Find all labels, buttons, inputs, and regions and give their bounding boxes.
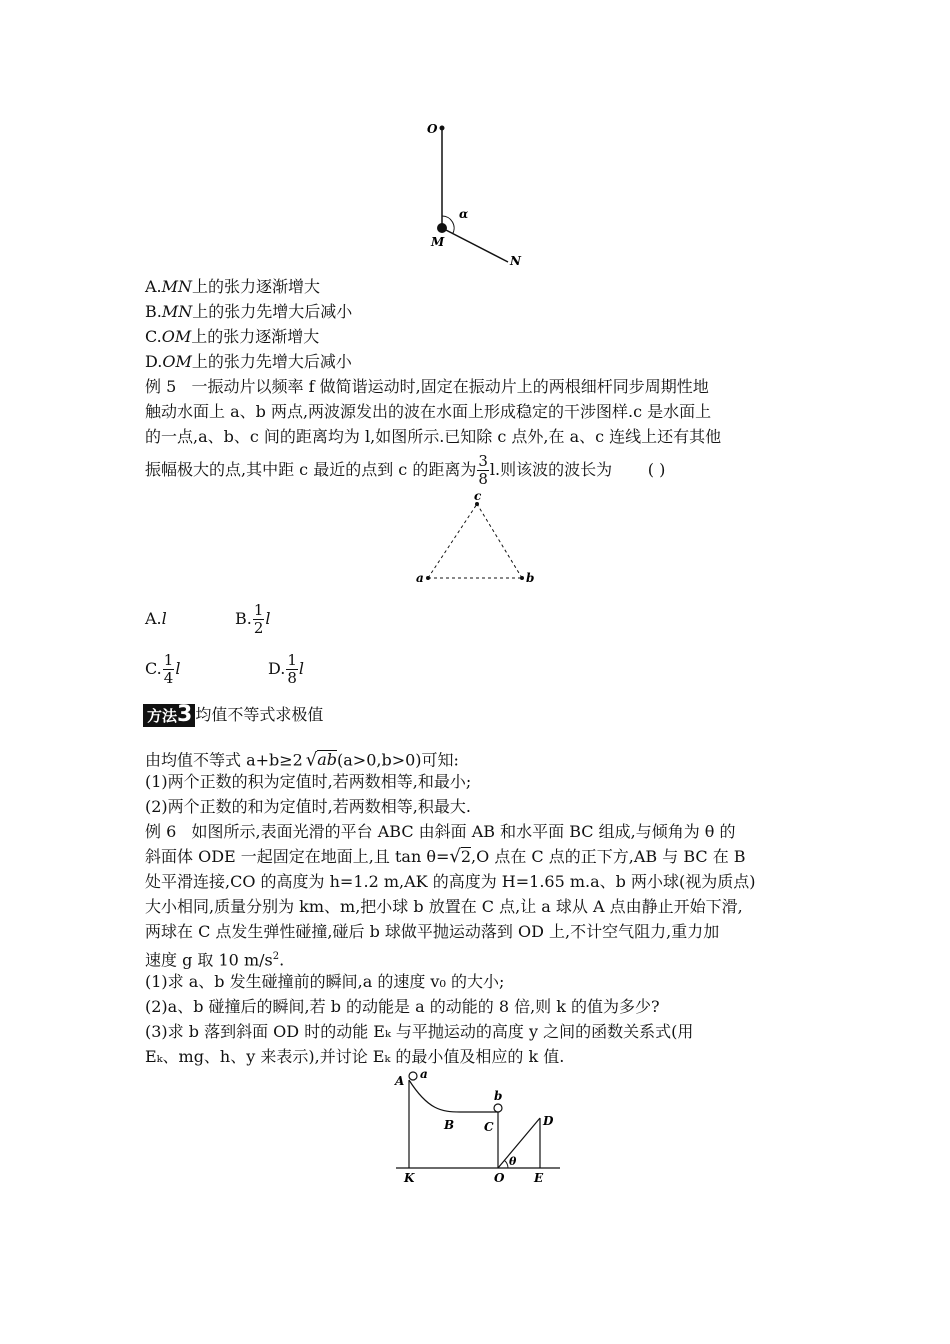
label-K: K [404,1171,415,1185]
surface-abc [409,1080,498,1112]
label-A: A [395,1074,405,1088]
ex5-options-row2 [145,650,305,688]
figure-platform-incline [390,1070,570,1188]
label-c: c [474,490,482,503]
label-ball-a: a [420,1070,428,1081]
label-D: D [543,1114,554,1128]
label-alpha: α [459,207,469,221]
ex6-line3: 处平滑连接,CO 的高度为 h=1.2 m,AK 的高度为 H=1.65 m.a、b 两小球(视为质点) [145,872,756,891]
label-B: B [444,1118,455,1132]
label-a: a [416,571,424,585]
q4-option-a: A.MN上的张力逐渐增大 [145,277,321,296]
ex6-question2: (2)a、b 碰撞后的瞬间,若 b 的动能是 a 的动能的 8 倍,则 k 的值为多少? [145,997,660,1016]
ex5-line1: 例 5 一振动片以频率 f 做简谐运动时,固定在振动片上的两根细杆同步周期性地 [145,377,709,396]
angle-theta-arc [505,1161,509,1169]
label-n: N [510,254,521,268]
ball-a [409,1072,417,1080]
segment-mn [442,228,508,262]
ex5-option-d: D. $\frac{1}{8}$ l [268,651,305,687]
ex6-question3-line2: Eₖ、mg、h、y 来表示),并讨论 Eₖ 的最小值及相应的 k 值. [145,1047,565,1066]
answer-paren: ( ) [647,460,666,479]
figure-tension-diagram [420,118,530,273]
ball-b [494,1104,502,1112]
point-b [520,576,524,580]
method3-point1: (1)两个正数的积为定值时,若两数相等,和最小; [145,772,472,791]
ex5-line3: 的一点,a、b、c 间的距离均为 l,如图所示.已知除 c 点外,在 a、c 连线上还有其他 [145,427,722,446]
knot-m [437,223,447,233]
label-C: C [484,1120,494,1134]
label-b: b [526,571,535,585]
point-a [426,576,430,580]
method3-intro: 由均值不等式 a+b≥2 √ab(a>0,b>0)可知: [145,749,459,771]
ex5-line4: 振幅极大的点,其中距 c 最近的点到 c 的距离为 $\frac{3}{8}$ l.则该波的波长为 ( ) [145,452,666,488]
side-bc [477,504,522,578]
ex6-line1: 例 6 如图所示,表面光滑的平台 ABC 由斜面 AB 和水平面 BC 组成,与倾角为 θ 的 [145,822,736,841]
ex6-question3-line1: (3)求 b 落到斜面 OD 时的动能 Eₖ 与平抛运动的高度 y 之间的函数关系式(用 [145,1022,694,1041]
label-theta: θ [509,1155,517,1168]
method3-point2: (2)两个正数的和为定值时,若两数相等,积最大. [145,797,471,816]
side-ac [428,504,477,578]
ex6-line4: 大小相同,质量分别为 km、m,把小球 b 放置在 C 点,让 a 球从 A 点由静止开始下滑, [145,897,743,916]
label-E: E [534,1171,544,1185]
label-O: O [494,1171,505,1185]
point-o [440,126,445,131]
method3-title: 均值不等式求极值 [195,705,324,724]
ex5-option-a: A.l [145,609,167,628]
label-m: M [431,235,445,249]
label-o: O [427,122,438,136]
figure-triangle-abc [410,490,540,590]
fraction-3-8: $\frac{3}{8}$ [478,452,488,488]
q4-option-d: D.OM上的张力先增大后减小 [145,352,352,371]
q4-option-c: C.OM上的张力逐渐增大 [145,327,320,346]
q4-option-b: B.MN上的张力先增大后减小 [145,302,353,321]
label-ball-b: b [494,1089,503,1103]
ex5-options-row1 [145,600,271,638]
ex5-line2: 触动水面上 a、b 两点,两波源发出的波在水面上形成稳定的干涉图样.c 是水面上 [145,402,712,421]
method-badge: 方法3 [143,704,195,727]
ex6-line6: 速度 g 取 10 $m/s^2$. [145,950,285,970]
ex5-option-b: B. $\frac{1}{2}$ l [235,601,271,637]
ex5-option-c: C. $\frac{1}{4}$ l [145,651,181,687]
method3-heading [143,703,323,727]
ex6-question1: (1)求 a、b 发生碰撞前的瞬间,a 的速度 v₀ 的大小; [145,972,505,991]
ex6-line2: 斜面体 ODE 一起固定在地面上,且 tan θ=√2,O 点在 C 点的正下方,AB 与 BC 在 B [145,846,746,867]
ex6-line5: 两球在 C 点发生弹性碰撞,碰后 b 球做平抛运动落到 OD 上,不计空气阻力,重力加 [145,922,720,941]
incline-od [498,1118,540,1168]
